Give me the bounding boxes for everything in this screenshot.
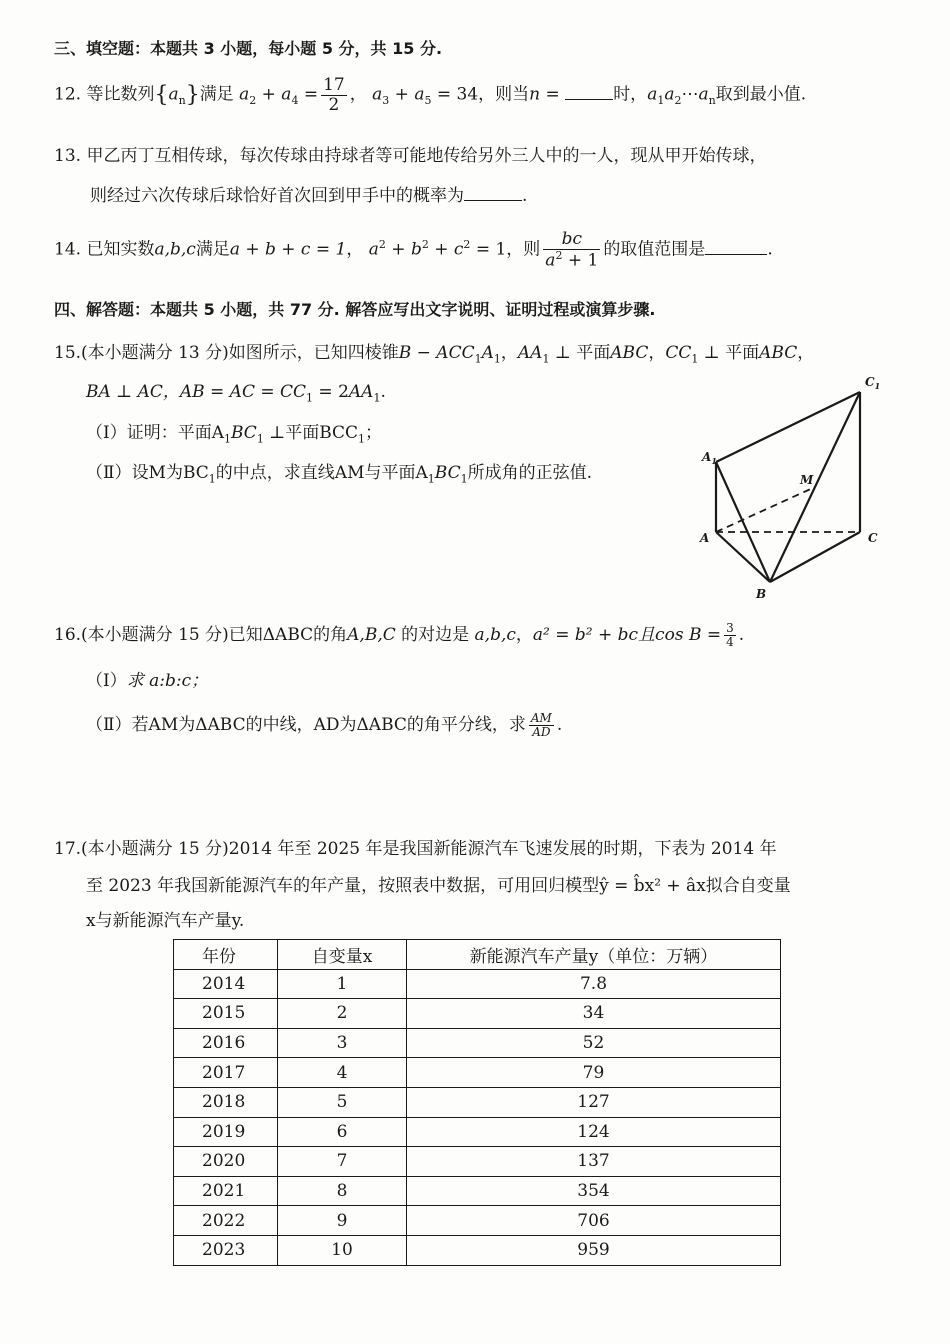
q12-fraction: $\frac{17}{2}$ <box>323 75 345 115</box>
q12-number: 12. <box>54 84 82 105</box>
table-row: 2015 2 34 <box>174 999 781 1029</box>
question-16-part-1: （Ⅰ）求 a:b:c； <box>86 671 209 691</box>
q16-fraction: $\frac{3}{4}$ <box>726 620 734 649</box>
label-c1: $C_1$ <box>865 375 881 391</box>
table-row: 2016 3 52 <box>174 1028 781 1058</box>
header-x: 自变量x <box>278 940 407 970</box>
label-b: B <box>756 587 767 601</box>
section-4-heading: 四、解答题：本题共 5 小题，共 77 分. 解答应写出文字说明、证明过程或演算步骤. <box>54 300 656 319</box>
table-row: 2018 5 127 <box>174 1087 781 1117</box>
ev-production-table <box>173 939 781 1266</box>
table-header-row <box>174 940 781 970</box>
label-c: C <box>868 531 878 545</box>
header-production: 新能源汽车产量y（单位：万辆） <box>407 940 781 970</box>
table-row: 2022 9 706 <box>174 1206 781 1236</box>
table-row: 2021 8 354 <box>174 1176 781 1206</box>
q12-answer-blank <box>565 85 613 100</box>
question-13-line-2: 则经过六次传球后球恰好首次回到甲手中的概率为 . <box>90 186 528 206</box>
question-12: 12. 等比数列$\{a_n\}$满足 $a_2 + a_4$ = $\frac{17}{2}$ ， $a_3 + a_5 = 34$，则当n = 时，$a_1a_2\cdots a_n$取到最小值. <box>54 75 807 115</box>
q13-answer-blank <box>464 186 522 201</box>
table-row: 2023 10 959 <box>174 1235 781 1265</box>
question-16-part-2: （Ⅱ）若AM为ΔABC的中线，AD为ΔABC的角平分线，求 $\frac{AM}{AD}$ . <box>86 710 563 739</box>
question-17-line-1: 17.(本小题满分 15 分)2014 年至 2025 年是我国新能源汽车飞速发展的时期，下表为 2014 年 <box>54 839 777 859</box>
q16-am-ad-fraction: $\frac{AM}{AD}$ <box>530 710 552 739</box>
edge-b-c <box>770 532 860 582</box>
question-17-line-2: 至 2023 年我国新能源汽车的年产量，按照表中数据，可用回归模型ŷ = b̂x² + âx拟合自变量 <box>86 876 791 896</box>
question-13-line-1: 13. 甲乙丙丁互相传球，每次传球由持球者等可能地传给另外三人中的一人，现从甲开始传球， <box>54 146 767 166</box>
q12-text-1: 等比数列 <box>86 84 155 105</box>
q14-answer-blank <box>705 240 767 255</box>
label-m: M <box>800 473 814 487</box>
label-a1: $A_1$ <box>702 450 717 466</box>
section-3-heading: 三、填空题：本题共 3 小题，每小题 5 分，共 15 分. <box>54 39 443 58</box>
question-16-line-1: 16.(本小题满分 15 分)已知ΔABC的角A,B,C 的对边是 a,b,c，a² = b² + bc且cos B = $\frac{3}{4}$ . <box>54 620 745 649</box>
table-row: 2017 4 79 <box>174 1058 781 1088</box>
table-row: 2019 6 124 <box>174 1117 781 1147</box>
header-year: 年份 <box>174 940 278 970</box>
edge-a1-c1 <box>716 392 860 462</box>
q12-seq: a <box>168 84 179 105</box>
question-15-line-1: 15.(本小题满分 13 分)如图所示，已知四棱锥$B - ACC_1A_1$，$AA_1$ ⊥ 平面ABC，$CC_1$ ⊥ 平面ABC， <box>54 343 815 366</box>
question-15-part-2: （Ⅱ）设M为$BC_1$的中点，求直线AM与平面$A_1BC_1$所成角的正弦值. <box>86 463 592 486</box>
label-a: A <box>700 531 710 545</box>
table-row: 2020 7 137 <box>174 1147 781 1177</box>
edge-a-b <box>716 532 770 582</box>
q12-text-2: 满足 <box>199 84 234 105</box>
table-row: 2014 1 7.8 <box>174 969 781 999</box>
question-15-line-2: BA ⊥ AC，AB = AC = $CC_1 = 2AA_1$. <box>86 382 386 405</box>
question-14: 14. 已知实数a,b,c满足a + b + c = 1， $a^2 + b^2 + c^2 = 1$，则 $\frac{bc}{a^2 + 1}$ 的取值范围是 . <box>54 229 773 271</box>
edge-a1-b <box>716 462 770 582</box>
question-15-part-1: （Ⅰ）证明：平面$A_1BC_1$ ⊥平面$BCC_1$； <box>86 423 383 446</box>
question-17-line-3: x与新能源汽车产量y. <box>86 911 245 931</box>
q14-fraction: $\frac{bc}{a^2 + 1}$ <box>545 229 599 271</box>
pyramid-figure <box>692 372 892 604</box>
